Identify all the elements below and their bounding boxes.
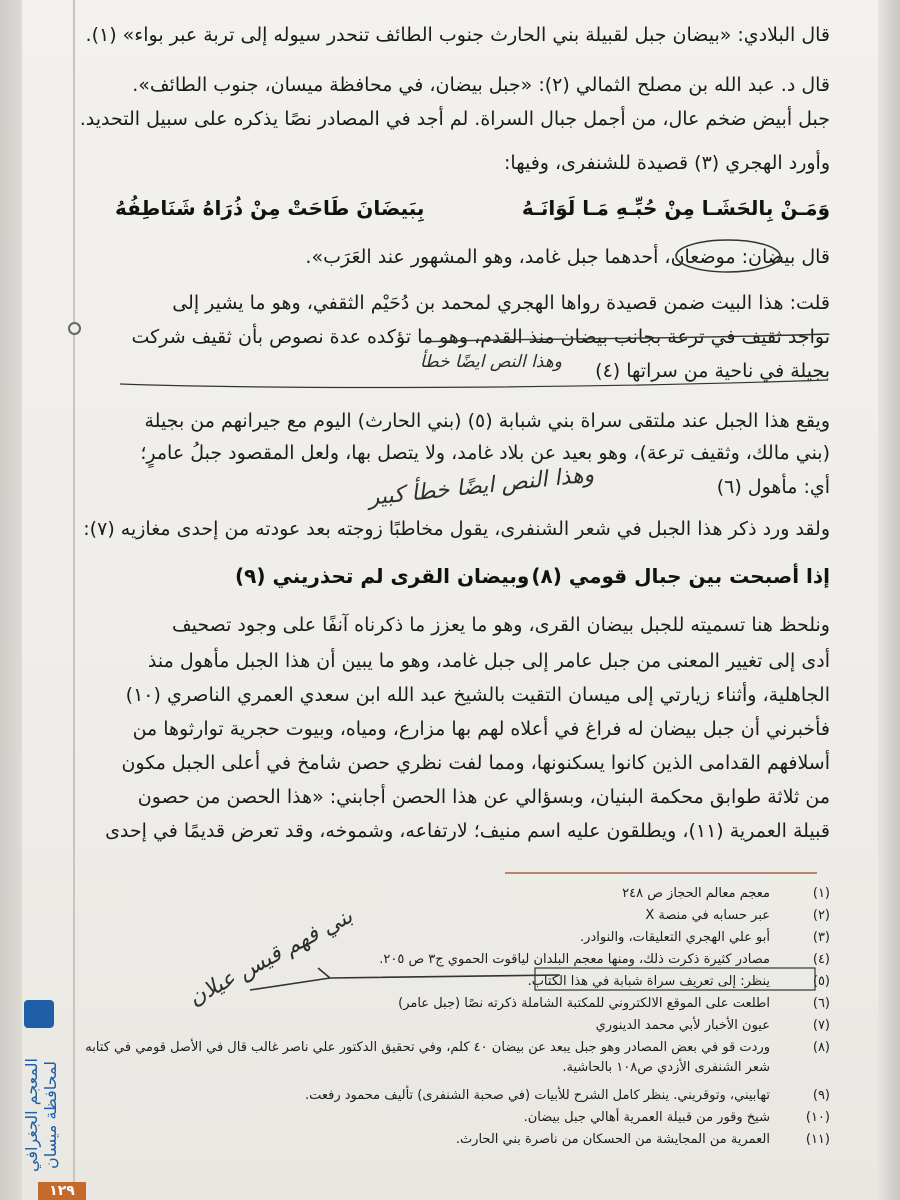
text-line-8: بجيلة في ناحية من سراتها (٤)	[595, 360, 830, 382]
text-line-12: ولقد ورد ذكر هذا الجبل في شعر الشنفرى، يقول مخاطبًا زوجته بعد عودته من إحدى مغازيه (٧):	[83, 518, 830, 540]
verse-2-first-half: إذا أصبحت بين جبال قومي (٨)	[531, 564, 830, 588]
text-line-15: الجاهلية، وأثناء زيارتي إلى ميسان التقيت بالشيخ عبد الله ابن سعدي العمري الناصري (١٠)	[125, 684, 830, 706]
footnote-text: مصادر كثيرة ذكرت ذلك، ومنها معجم البلدان لياقوت الحموي ج٣ ص ٢٠٥.	[379, 952, 770, 967]
text-line-3: جبل أبيض ضخم عال، من أجمل جبال السراة. لم أجد في المصادر نصًا يذكره على سبيل التحديد.	[79, 108, 830, 130]
text-line-19: قبيلة العمرية (١١)، ويطلقون عليه اسم منيف؛ لارتفاعه، وشموخه، وقد تعرض قديمًا في إحدى	[105, 820, 830, 842]
text-line-16: فأخبرني أن جبل بيضان له فراغ في أعلاه لهم بها مزارع، ومياه، وبيوت حجرية توارثوها من	[132, 718, 830, 740]
handwritten-note-3: بني فهم قيس عيلان	[184, 903, 357, 1012]
footnote-number: (٩)	[812, 1088, 830, 1103]
verse-1-first-half: وَمَـنْ بِالحَشَـا مِنْ حُبِّـهِ مَـا لَوَانَـهُ	[521, 196, 830, 220]
verse-1-second-half: بِبَيضَانَ طَاحَتْ مِنْ ذُرَاهُ شَنَاطِفُهُ	[115, 196, 425, 220]
verse-2-second-half: وبيضان القرى لم تحذريني (٩)	[235, 564, 530, 588]
book-title-vertical: المعجم الجغرافي لمحافظة ميسان	[22, 1058, 60, 1172]
arrow-mark	[250, 968, 560, 990]
footnote-number: (٦)	[812, 996, 830, 1011]
publisher-logo	[24, 1000, 54, 1028]
text-line-9: ويقع هذا الجبل عند ملتقى سراة بني شبابة (٥) (بني الحارث) اليوم مع جيرانهم من بجيلة	[144, 410, 830, 432]
text-line-5: قال بيضان: موضعان، أحدهما جبل غامد، وهو المشهور عند العَرَب».	[305, 246, 830, 268]
footnote-number: (٣)	[812, 930, 830, 945]
text-line-13: ونلحظ هنا تسميته للجبل بيضان القرى، وهو ما يعزز ما ذكرناه آنفًا على وجود تصحيف	[171, 614, 830, 636]
footnote-number: (٨)	[812, 1040, 830, 1055]
footnote-text: عيون الأخبار لأبي محمد الدينوري	[595, 1018, 770, 1033]
footnote-text: اطلعت على الموقع الالكتروني للمكتبة الشاملة ذكرته نصًا (جبل عامر)	[398, 996, 770, 1011]
text-line-6: قلت: هذا البيت ضمن قصيدة رواها الهجري لمحمد بن دُحَيْم الثقفي، وهو ما يشير إلى	[172, 292, 830, 314]
text-line-10: (بني مالك، وثقيف ترعة)، وهو بعيد عن بلاد غامد، ولا يتصل بها، ولعل المقصود جبلُ عامرٍ؛	[140, 442, 830, 464]
footnote-number: (٤)	[812, 952, 830, 967]
handwritten-note-2: وهذا النص ايضًا خطأ كبير	[367, 462, 596, 511]
footnote-text: وردت قو في بعض المصادر وهو جبل يبعد عن بيضان ٤٠ كلم، وفي تحقيق الدكتور علي ناصر غالب قال في الأصل قومي في كتابه	[85, 1040, 770, 1055]
circle-mark	[676, 240, 780, 272]
footnote-text: أبو علي الهجري التعليقات، والنوادر.	[580, 930, 770, 945]
text-line-7: تواجد ثقيف في ترعة بجانب بيضان منذ القدم، وهو ما تؤكده عدة نصوص بأن ثقيف شركت	[131, 326, 830, 348]
text-line-11: أي: مأهول (٦)	[716, 476, 830, 498]
footnote-number: (٥)	[812, 974, 830, 989]
footnote-number: (٢)	[812, 908, 830, 923]
box-mark	[535, 968, 815, 990]
footnote-number: (١٠)	[805, 1110, 830, 1125]
footnote-text: العمرية من المجايشة من الحسكان من ناصرة بني الحارث.	[455, 1132, 770, 1147]
text-line-1: قال البلادي: «بيضان جبل لقبيلة بني الحارث جنوب الطائف تنحدر سيوله إلى تربة عبر بواء» (١).	[85, 24, 830, 46]
underline-mark	[420, 334, 828, 342]
footnote-text: شيخ وقور من قبيلة العمرية أهالي جبل بيضان.	[523, 1110, 770, 1125]
footnote-text: تهابيني، وتوقريني. ينظر كامل الشرح للأبيات (في صحبة الشنفرى) تأليف محمود رفعت.	[304, 1088, 770, 1103]
footnote-text: ينظر: إلى تعريف سراة شبابة في هذا الكتاب.	[527, 974, 770, 989]
footnote-text: شعر الشنفرى الأزدي ص١٠٨ بالحاشية.	[562, 1060, 770, 1075]
footnote-number: (١)	[812, 886, 830, 901]
text-line-2: قال د. عبد الله بن مصلح الثمالي (٢): «جبل بيضان، في محافظة ميسان، جنوب الطائف».	[132, 74, 830, 96]
bracket-mark	[120, 380, 828, 387]
text-line-17: أسلافهم القدامى الذين كانوا يسكنونها، ومما لفت نظري حصن شامخ في أعلى الجبل مكون	[121, 752, 830, 774]
text-line-14: أدى إلى تغيير المعنى من جبل عامر إلى جبل غامد، وهو ما يبين أن هذا الجبل مأهول منذ	[147, 650, 830, 672]
handwritten-note-1: وهذا النص ايضًا خطأ	[420, 352, 562, 372]
text-line-4: وأورد الهجري (٣) قصيدة للشنفرى، وفيها:	[504, 152, 830, 174]
footnote-number: (١١)	[805, 1132, 830, 1147]
text-line-18: من ثلاثة طوابق محكمة البنيان، وبسؤالي عن هذا الحصن أجابني: «هذا الحصن من حصون	[137, 786, 830, 808]
footnote-text: معجم معالم الحجاز ص ٢٤٨	[622, 886, 770, 901]
footnote-number: (٧)	[812, 1018, 830, 1033]
footnote-text: عبر حسابه في منصة X	[645, 908, 770, 923]
page-number: ١٢٩	[38, 1182, 86, 1200]
